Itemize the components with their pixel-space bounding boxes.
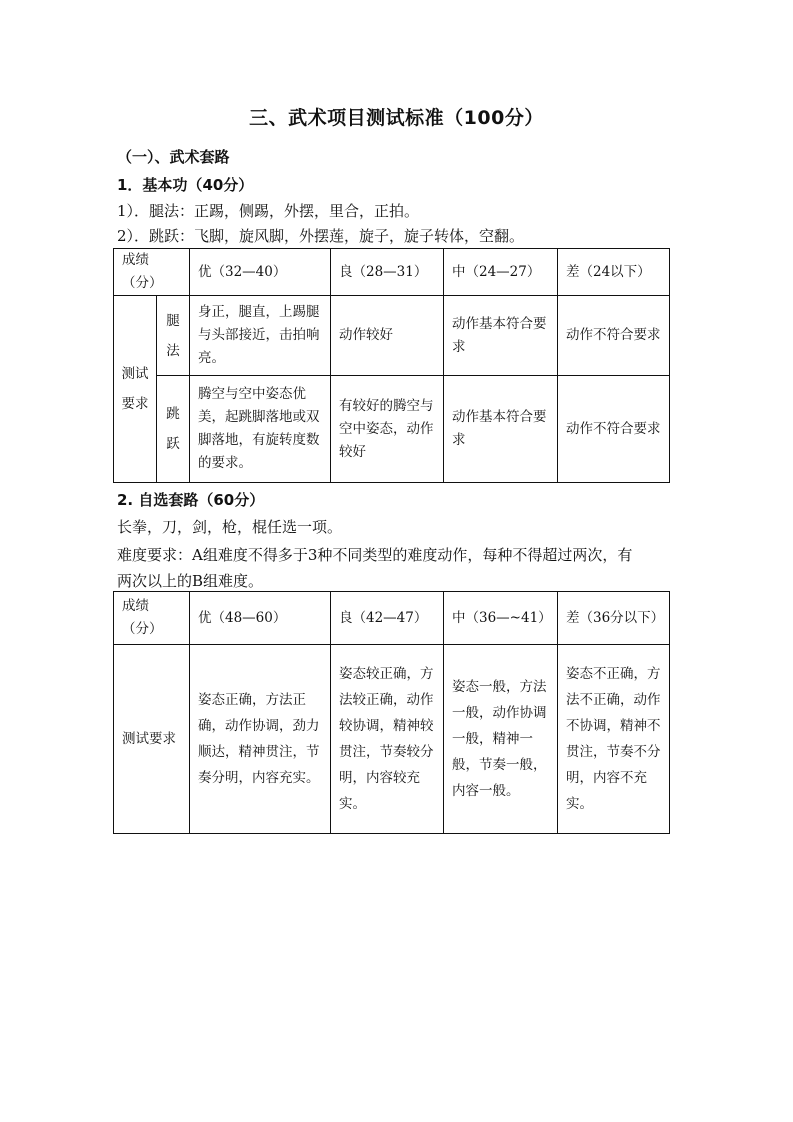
part2-line1: 长拳，刀，剑，枪，棍任选一项。 <box>117 518 343 536</box>
page-title: 三、武术项目测试标准（100分） <box>249 107 544 129</box>
cell-fair: 动作基本符合要求 <box>444 296 558 376</box>
cell-poor: 姿态不正确，方法不正确，动作不协调，精神不贯注，节奏不分明，内容不充实。 <box>558 645 670 834</box>
table-row <box>114 376 670 483</box>
header-cell-excellent: 优（32—40） <box>190 249 331 296</box>
part1-item-leg: 1）．腿法：正踢，侧踢，外摆，里合，正拍。 <box>117 202 420 220</box>
cell-fair: 动作基本符合要求 <box>444 376 558 483</box>
table-header-row <box>114 592 670 645</box>
cell-poor: 动作不符合要求 <box>558 296 670 376</box>
header-cell-excellent: 优（48—60） <box>190 592 331 645</box>
cell-excellent: 身正，腿直，上踢腿与头部接近，击拍响亮。 <box>190 296 331 376</box>
table-row <box>114 645 670 834</box>
cell-fair: 姿态一般，方法一般，动作协调一般，精神一般，节奏一般，内容一般。 <box>444 645 558 834</box>
header-cell-poor: 差（24以下） <box>558 249 670 296</box>
table-row <box>114 296 670 376</box>
part2-line3: 两次以上的B组难度。 <box>117 572 264 590</box>
group-label-cell: 测试要求 <box>114 296 157 483</box>
row-label-cell: 腿法 <box>157 296 190 376</box>
header-cell-good: 良（28—31） <box>331 249 444 296</box>
basic-skills-table <box>113 248 670 483</box>
cell-poor: 动作不符合要求 <box>558 376 670 483</box>
part1-item-jump: 2）．跳跃：飞脚，旋风脚，外摆莲，旋子，旋子转体，空翻。 <box>117 227 525 245</box>
cell-excellent: 姿态正确，方法正确，动作协调，劲力顺达，精神贯注，节奏分明，内容充实。 <box>190 645 331 834</box>
cell-good: 动作较好 <box>331 296 444 376</box>
part2-line2: 难度要求：A组难度不得多于3种不同类型的难度动作，每种不得超过两次，有 <box>117 546 633 564</box>
part2-heading: 2. 自选套路（60分） <box>117 491 265 509</box>
header-cell-poor: 差（36分以下） <box>558 592 670 645</box>
table-header-row <box>114 249 670 296</box>
row-label-cell: 跳跃 <box>157 376 190 483</box>
cell-good: 姿态较正确，方法较正确，动作较协调，精神较贯注，节奏较分明，内容较充实。 <box>331 645 444 834</box>
header-cell-score: 成绩（分） <box>114 592 190 645</box>
section-heading: （一）、武术套路 <box>117 148 230 166</box>
cell-good: 有较好的腾空与空中姿态，动作较好 <box>331 376 444 483</box>
header-cell-good: 良（42—47） <box>331 592 444 645</box>
header-cell-score: 成绩（分） <box>114 249 190 296</box>
routine-table <box>113 591 670 834</box>
header-cell-fair: 中（36—~41） <box>444 592 558 645</box>
row-label-cell: 测试要求 <box>114 645 190 834</box>
header-cell-fair: 中（24—27） <box>444 249 558 296</box>
cell-excellent: 腾空与空中姿态优美，起跳脚落地或双脚落地，有旋转度数的要求。 <box>190 376 331 483</box>
part1-heading: 1．基本功（40分） <box>117 176 254 194</box>
